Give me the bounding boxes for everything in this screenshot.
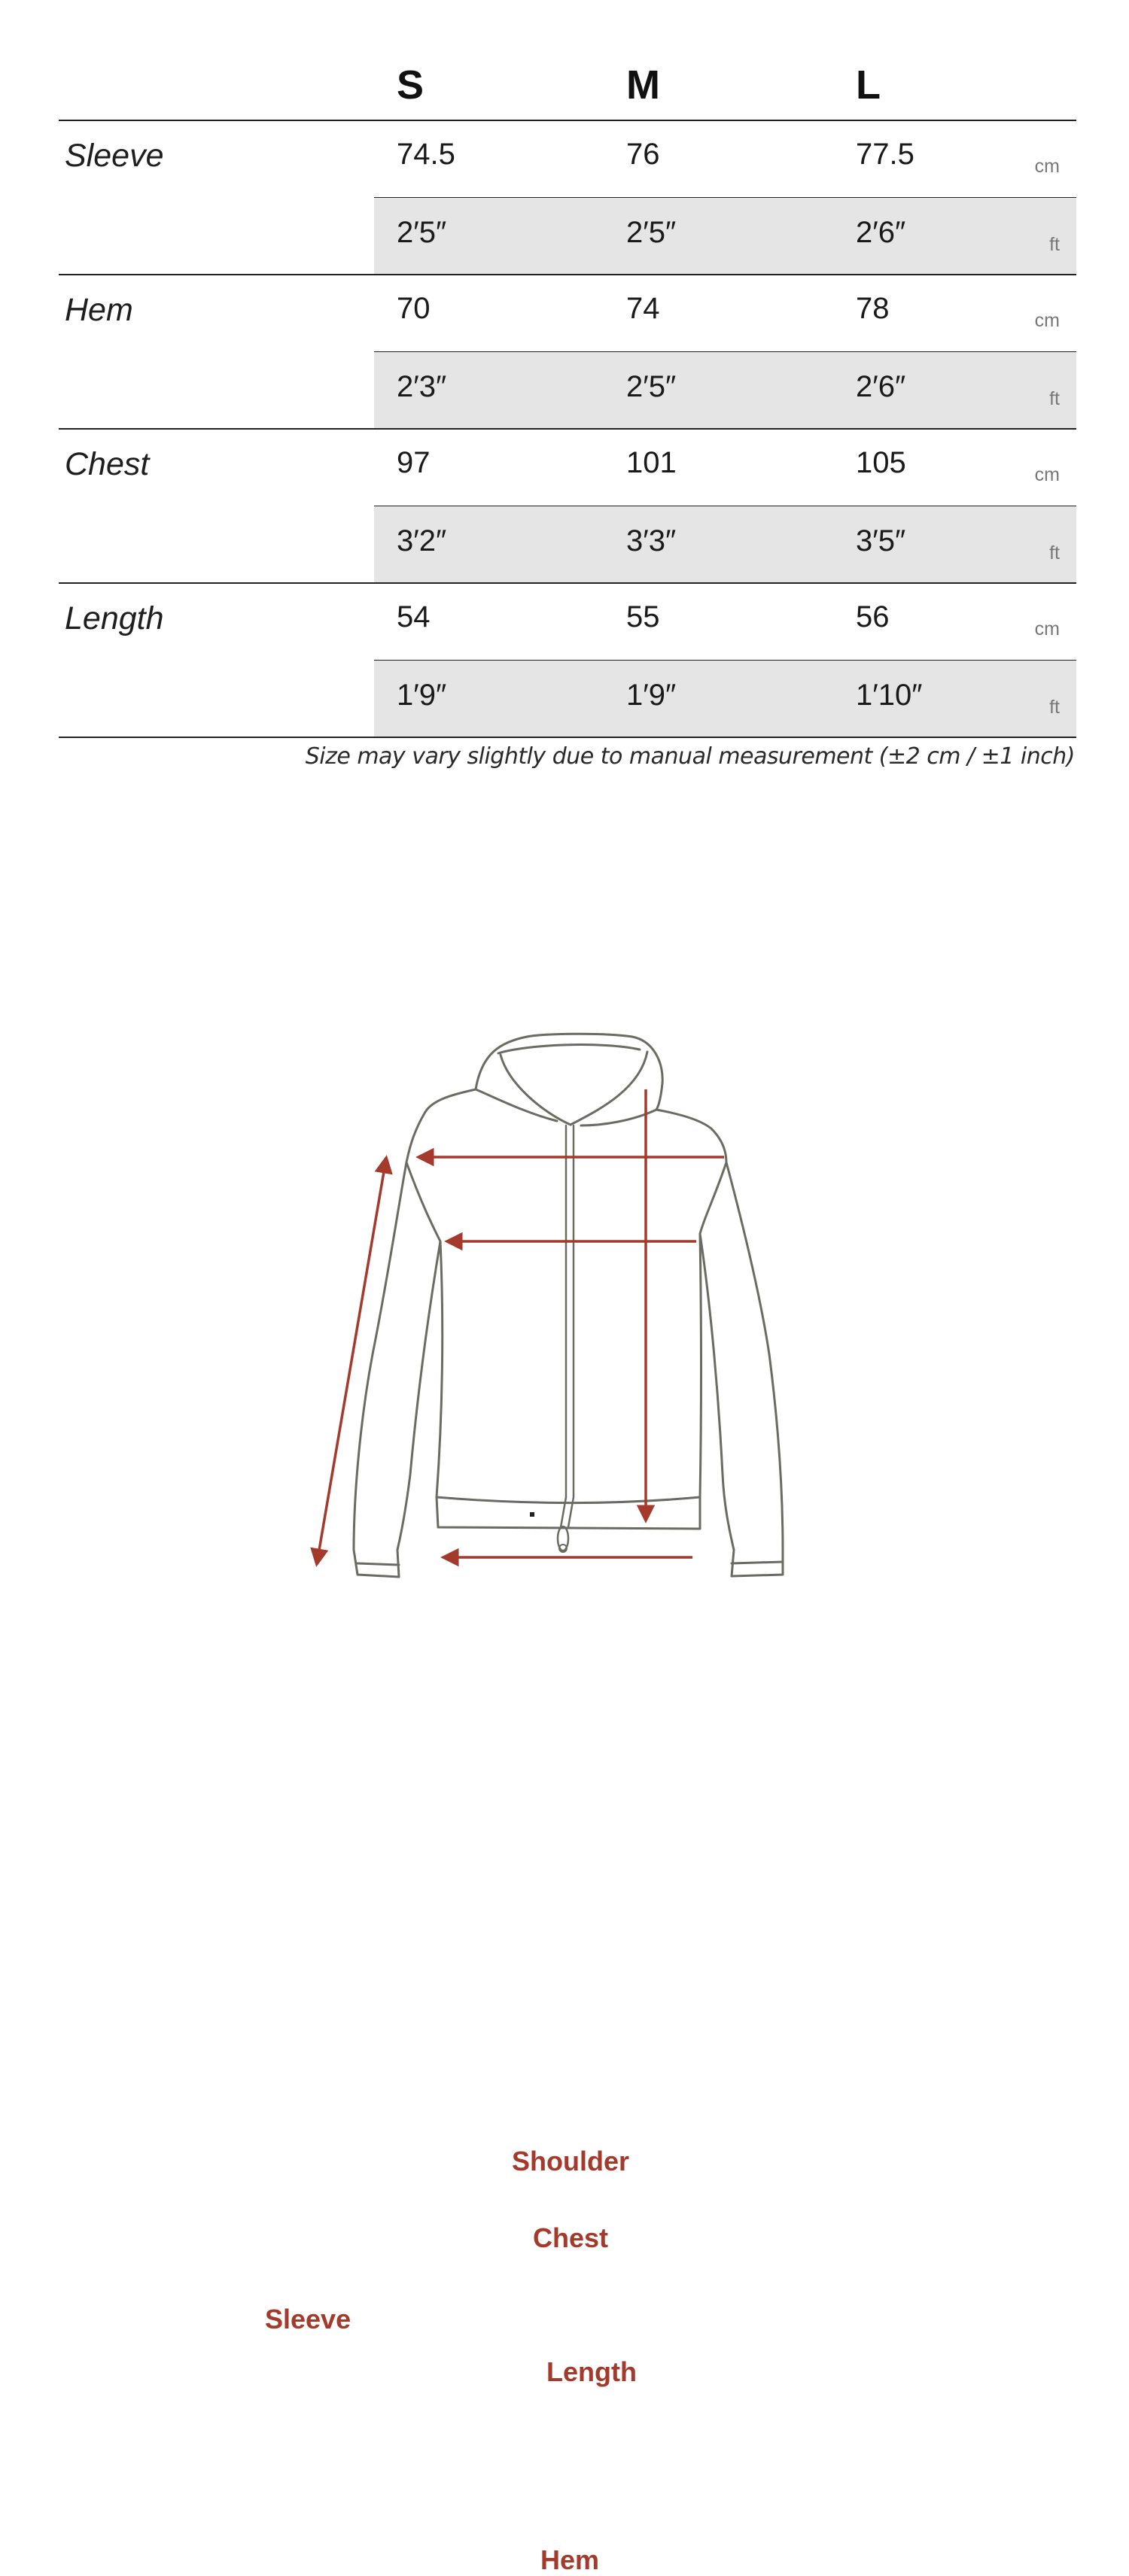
value-cell: 55 [626, 600, 660, 633]
value-cell: 101 [626, 446, 677, 479]
measurement-label: Length [65, 600, 164, 636]
value-cell: 74 [626, 292, 660, 325]
hoodie-outline [354, 1034, 783, 1577]
measurement-group-length [59, 584, 1076, 738]
size-header-row [59, 45, 1076, 121]
ft-row [374, 506, 1076, 582]
value-cell: 56 [856, 600, 890, 633]
unit-label: cm [1034, 310, 1060, 331]
value-cell: 2′6″ [856, 370, 906, 403]
value-cell: 2′5″ [397, 216, 447, 249]
value-cell: 54 [397, 600, 431, 633]
size-chart-table [59, 45, 1076, 738]
hoodie-illustration [0, 978, 1129, 1655]
cm-row [374, 121, 1076, 199]
sleeve-arrow [317, 1159, 386, 1563]
cm-row [374, 584, 1076, 661]
unit-label: cm [1034, 618, 1060, 639]
value-cell: 97 [397, 446, 431, 479]
size-header-l: L [856, 62, 881, 108]
value-cell: 74.5 [397, 138, 455, 171]
value-cell: 2′5″ [626, 216, 677, 249]
value-cell: 3′5″ [856, 524, 906, 557]
hoodie-label-tag [530, 1512, 534, 1517]
hoodie-measurement-diagram [0, 978, 1129, 2575]
measurement-label: Chest [65, 446, 150, 482]
value-cell: 2′5″ [626, 370, 677, 403]
chest-label: Chest [533, 2222, 609, 2253]
ft-row [374, 352, 1076, 428]
ft-row [374, 198, 1076, 274]
size-header-m: M [626, 62, 660, 108]
measurement-label: Sleeve [65, 138, 164, 174]
value-cell: 1′9″ [626, 679, 677, 712]
unit-label: ft [1049, 234, 1060, 255]
unit-label: ft [1049, 697, 1060, 718]
unit-label: ft [1049, 542, 1060, 564]
value-cell: 3′3″ [626, 524, 677, 557]
measurement-group-chest [59, 430, 1076, 584]
value-cell: 70 [397, 292, 431, 325]
measurement-label: Hem [65, 292, 133, 328]
measurement-group-sleeve [59, 121, 1076, 275]
value-cell: 1′9″ [397, 679, 447, 712]
cm-row [374, 430, 1076, 507]
unit-label: cm [1034, 156, 1060, 177]
value-cell: 78 [856, 292, 890, 325]
value-cell: 2′3″ [397, 370, 447, 403]
shoulder-label: Shoulder [512, 2146, 630, 2177]
cm-row [374, 275, 1076, 353]
value-cell: 77.5 [856, 138, 914, 171]
size-header-s: S [397, 62, 425, 108]
unit-label: ft [1049, 388, 1060, 409]
length-label: Length [546, 2356, 637, 2387]
value-cell: 105 [856, 446, 906, 479]
unit-label: cm [1034, 464, 1060, 485]
measurement-group-hem [59, 275, 1076, 430]
sleeve-label: Sleeve [265, 2304, 351, 2334]
value-cell: 2′6″ [856, 216, 906, 249]
ft-row [374, 661, 1076, 737]
value-cell: 3′2″ [397, 524, 447, 557]
value-cell: 1′10″ [856, 679, 923, 712]
hem-label: Hem [540, 2544, 600, 2575]
measurement-note: Size may vary slightly due to manual measurement (±2 cm / ±1 inch) [305, 743, 1075, 770]
value-cell: 76 [626, 138, 660, 171]
